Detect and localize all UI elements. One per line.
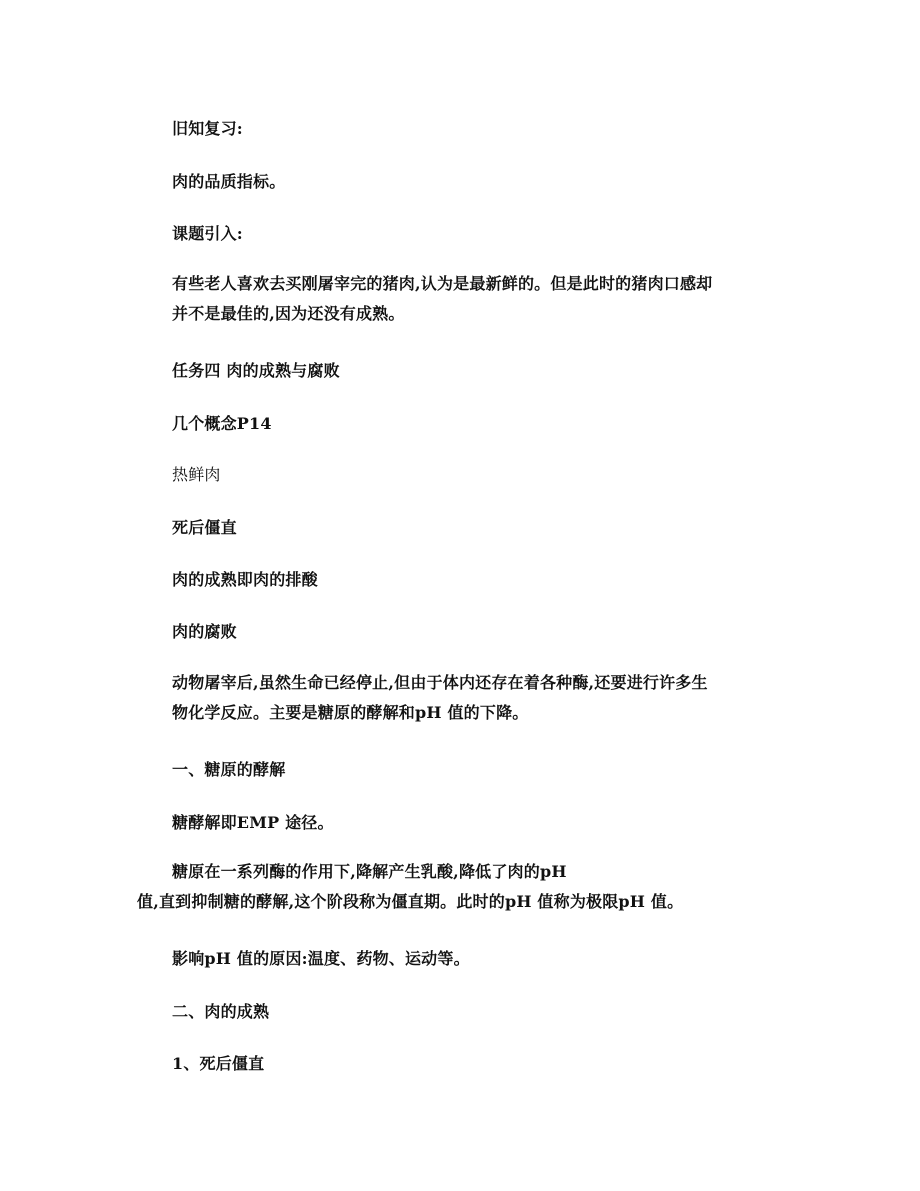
intro-paragraph-line-2: 并不是最佳的,因为还没有成熟。 (172, 304, 405, 323)
concept-hot-fresh-meat: 热鲜肉 (172, 465, 221, 484)
review-heading: 旧知复习: (172, 119, 243, 138)
intro-paragraph (137, 269, 777, 329)
concept-rigor-mortis: 死后僵直 (172, 518, 237, 537)
glycolysis-definition: 糖酵解即EMP 途径。 (172, 813, 334, 832)
intro-paragraph-line-1: 有些老人喜欢去买刚屠宰完的猪肉,认为是最新鲜的。但是此时的猪肉口感却 (172, 274, 713, 293)
quality-indicator-line: 肉的品质指标。 (172, 172, 286, 191)
section-maturation-heading: 二、肉的成熟 (172, 1002, 270, 1021)
subsection-rigor-heading: 1、死后僵直 (172, 1054, 265, 1073)
slaughter-paragraph-line-1: 动物屠宰后,虽然生命已经停止,但由于体内还存在着各种酶,还要进行许多生 (172, 673, 708, 692)
concept-meat-maturation: 肉的成熟即肉的排酸 (172, 570, 318, 589)
ph-factors-line: 影响pH 值的原因:温度、药物、运动等。 (172, 949, 470, 968)
glycolysis-paragraph-line-1: 糖原在一系列酶的作用下,降解产生乳酸,降低了肉的pH (172, 862, 567, 881)
task-title: 任务四 肉的成熟与腐败 (172, 361, 340, 380)
slaughter-paragraph-line-2: 物化学反应。主要是糖原的酵解和pH 值的下降。 (172, 703, 529, 722)
topic-intro-heading: 课题引入: (172, 224, 243, 243)
section-glycolysis-heading: 一、糖原的酵解 (172, 760, 286, 779)
concept-meat-spoilage: 肉的腐败 (172, 622, 237, 641)
glycolysis-paragraph (137, 857, 777, 917)
glycolysis-paragraph-line-2: 值,直到抑制糖的酵解,这个阶段称为僵直期。此时的pH 值称为极限pH 值。 (137, 892, 684, 911)
slaughter-paragraph (137, 668, 777, 728)
concepts-heading: 几个概念P14 (172, 414, 272, 433)
